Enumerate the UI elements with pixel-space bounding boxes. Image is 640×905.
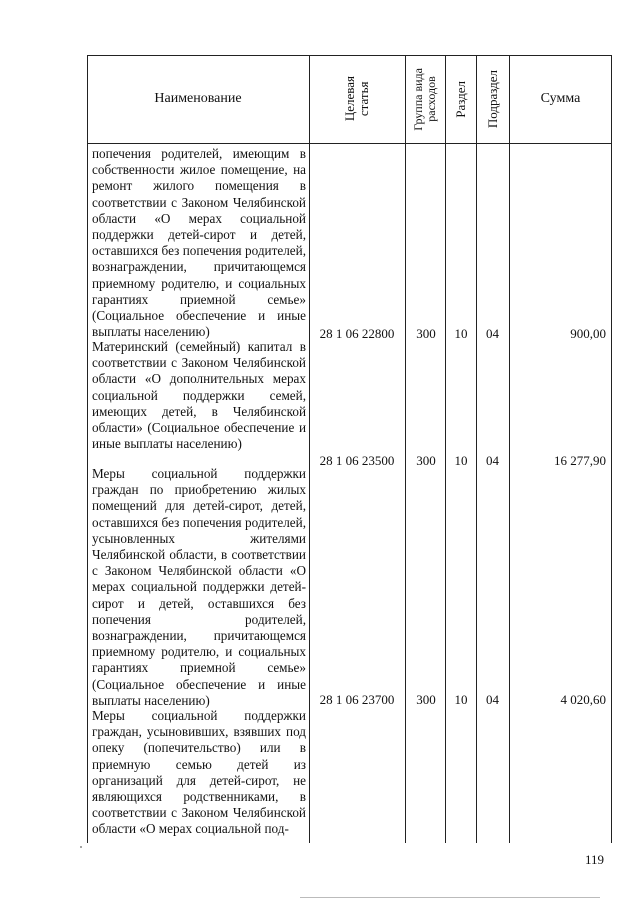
column-divider — [476, 55, 477, 843]
header-section — [445, 55, 476, 143]
row-2-sum: 16 277,90 — [554, 453, 606, 468]
header-group-text: Группа вида расходов — [411, 67, 438, 131]
row-2-name: Материнский (семейный) капитал в соответствии с Законом Челябинской области «О дополнительных мерах социальной поддержки семей, имеющих детей, в Челябинской области» (Социальное обеспечение и иные выплаты населению) — [92, 339, 306, 452]
row-3-section: 10 — [454, 692, 468, 707]
row-2-subsection: 04 — [486, 453, 499, 468]
row-3-subsection: 04 — [486, 692, 499, 707]
header-code-text: Целевая статья — [342, 76, 371, 122]
column-divider — [509, 55, 510, 843]
row-4-name: Меры социальной поддержки граждан, усыновивших, взявших под опеку (попечительство) или в приемную семью детей из организаций для детей-сирот, не являющихся родственниками, в соответствии с Законом Челябинской области «О мерах социальной под- — [92, 708, 306, 837]
column-divider — [405, 55, 406, 843]
header-section-text: Раздел — [452, 80, 468, 118]
header-sum: Сумма — [540, 91, 581, 106]
row-2-section: 10 — [454, 453, 468, 468]
scan-edge-line — [300, 897, 600, 898]
header-group — [405, 55, 445, 143]
row-3-sum: 4 020,60 — [560, 692, 606, 707]
page-number: 119 — [585, 852, 605, 867]
row-1-section: 10 — [454, 326, 468, 341]
header-bottom-border — [87, 143, 612, 144]
table-right-border — [611, 55, 612, 843]
column-divider — [445, 55, 446, 843]
header-subsection — [476, 55, 509, 143]
row-3-group: 300 — [416, 692, 436, 707]
row-1-code: 28 1 06 22800 — [319, 326, 395, 341]
row-2-code: 28 1 06 23500 — [319, 453, 395, 468]
header-subsection-text: Подраздел — [484, 69, 500, 129]
row-3-name: Меры социальной поддержки граждан по приобретению жилых помещений для детей-сирот, детей, оставшихся без попечения родителей, усыновленных жителями Челябинской области, в соответствии с Законом Челябинской области «О мерах социальной поддержки детей-сирот и детей, оставшихся без попечения родителей, вознаграждении, причитающемся приемному родителю, и социальных гарантиях приемной семье» (Социальное обеспечение и иные выплаты населению) — [92, 466, 306, 708]
table-left-border — [87, 55, 88, 843]
row-1-group: 300 — [416, 326, 436, 341]
header-code — [309, 55, 405, 143]
scan-speck — [80, 846, 82, 848]
row-1-name: попечения родителей, имеющим в собственности жилое помещение, на ремонт жилого помещения в соответствии с Законом Челябинской области «О мерах социальной поддержки детей-сирот и детей, оставшихся без попечения родителей, вознаграждении, причитающемся приемному родителю, и социальных гарантиях приемной семье» (Социальное обеспечение и иные выплаты населению) — [92, 146, 306, 340]
row-1-subsection: 04 — [486, 326, 499, 341]
header-name: Наименование — [154, 91, 242, 106]
row-1-sum: 900,00 — [570, 326, 606, 341]
column-divider — [309, 55, 310, 843]
row-2-group: 300 — [416, 453, 436, 468]
row-3-code: 28 1 06 23700 — [319, 692, 395, 707]
